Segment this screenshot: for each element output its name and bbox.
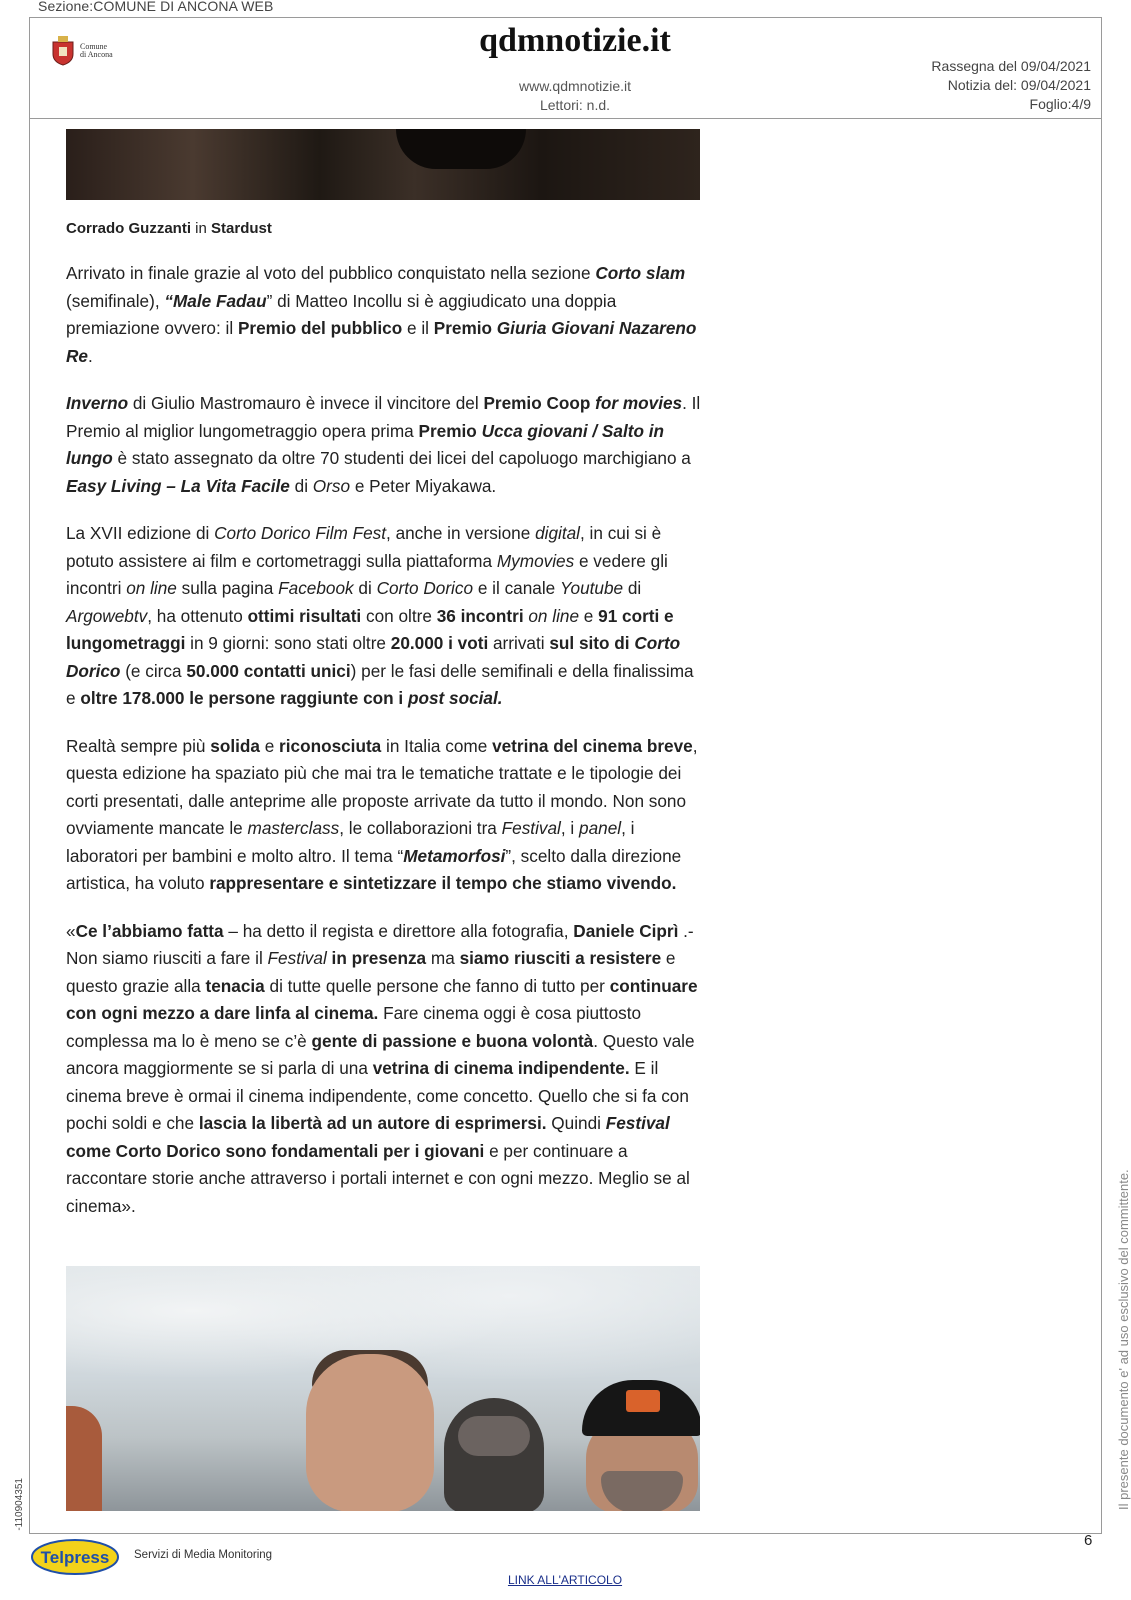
article-link[interactable]: LINK ALL'ARTICOLO xyxy=(507,1573,623,1587)
paragraph-5: «Ce l’abbiamo fatta – ha detto il regista e direttore alla fotografia, Daniele Ciprì .- Non siamo riusciti a fare il Festival in presenza ma siamo riusciti a resistere e questo grazie alla tenacia di tutte quelle persone che fanno di tutto per continuare con ogni mezzo a dare linfa al cinema. Fare cinema oggi è cosa piuttosto complessa ma lo è meno se c’è gente di passione e buona volontà. Questo vale ancora maggiormente se si parla di una vetrina di cinema indipendente. E il cinema breve è ormai il cinema indipendente, come concetto. Quello che si fa con pochi soldi e che lascia la libertà ad un autore di esprimersi. Quindi Festival come Corto Dorico sono fondamentali per i giovani e per continuare a raccontare storie anche attraverso i portali internet e con ogni mezzo. Meglio se al cinema». xyxy=(66,920,698,1216)
press-meta xyxy=(931,57,1091,114)
comune-logo xyxy=(50,36,113,66)
foglio-number: Foglio:4/9 xyxy=(1029,96,1091,112)
site-url: www.qdmnotizie.it xyxy=(518,78,632,94)
monitoring-label: Servizi di Media Monitoring xyxy=(134,1549,273,1561)
usage-disclaimer: Il presente documento e' ad uso esclusivo del committente. xyxy=(1116,1169,1131,1510)
logo-line-2: di Ancona xyxy=(80,50,113,59)
notizia-date: Notizia del: 09/04/2021 xyxy=(947,77,1091,93)
crest-icon xyxy=(50,36,76,66)
paragraph-4: Realtà sempre più solida e riconosciuta in Italia come vetrina del cinema breve, questa edizione ha spaziato più che mai tra le tematiche trattate e le tipologie dei corti presentati, dalle anteprime alle proposte arrivate da tutto il mondo. Non sono ovviamente mancate le masterclass, le collaborazioni tra Festival, i panel, i laboratori per bambini e molto altro. Il tema “Metamorfosi”, scelto dalla direzione artistica, ha voluto rappresentare e sintetizzare il tempo che stiamo vivendo. xyxy=(66,735,698,893)
header-divider xyxy=(29,118,1102,119)
article-photo-top xyxy=(66,129,700,200)
logo-line-1: Comune xyxy=(80,42,108,51)
masthead-title: qdmnotizie.it xyxy=(479,22,671,59)
paragraph-2: Inverno di Giulio Mastromauro è invece il vincitore del Premio Coop for movies. Il Premio al miglior lungometraggio opera prima Premio Ucca giovani / Salto in lungo è stato assegnato da oltre 70 studenti dei licei del capoluogo marchigiano a Easy Living – La Vita Facile di Orso e Peter Miyakawa. xyxy=(66,393,701,496)
paragraph-3: La XVII edizione di Corto Dorico Film Fest, anche in versione digital, in cui si è potuto assistere ai film e cortometraggi sulla piattaforma Mymovies e vedere gli incontri on line sulla pagina Facebook di Corto Dorico e il canale Youtube di Argowebtv, ha ottenuto ottimi risultati con oltre 36 incontri on line e 91 corti e lungometraggi in 9 giorni: sono stati oltre 20.000 i voti arrivati sul sito di Corto Dorico (e circa 50.000 contatti unici) per le fasi delle semifinali e della finalissima e oltre 178.000 le persone raggiunte con i post social. xyxy=(66,523,694,708)
article-photo-bottom xyxy=(66,1266,700,1511)
page-number: 6 xyxy=(1084,1532,1093,1549)
photo-caption: Corrado Guzzanti in Stardust xyxy=(66,220,272,237)
rassegna-date: Rassegna del 09/04/2021 xyxy=(931,58,1091,74)
section-label: Sezione:COMUNE DI ANCONA WEB xyxy=(38,0,274,14)
telpress-logo xyxy=(30,1537,120,1577)
paragraph-1: Arrivato in finale grazie al voto del pubblico conquistato nella sezione Corto slam (semifinale), “Male Fadau” di Matteo Incollu si è aggiudicato una doppia premiazione ovvero: il Premio del pubblico e il Premio Giuria Giovani Nazareno Re. xyxy=(66,263,697,366)
readers-count: Lettori: n.d. xyxy=(539,97,611,113)
article-body xyxy=(66,218,706,1240)
telpress-logo-text: Telpress xyxy=(40,1548,110,1567)
document-id: -110904351 xyxy=(14,1478,25,1531)
